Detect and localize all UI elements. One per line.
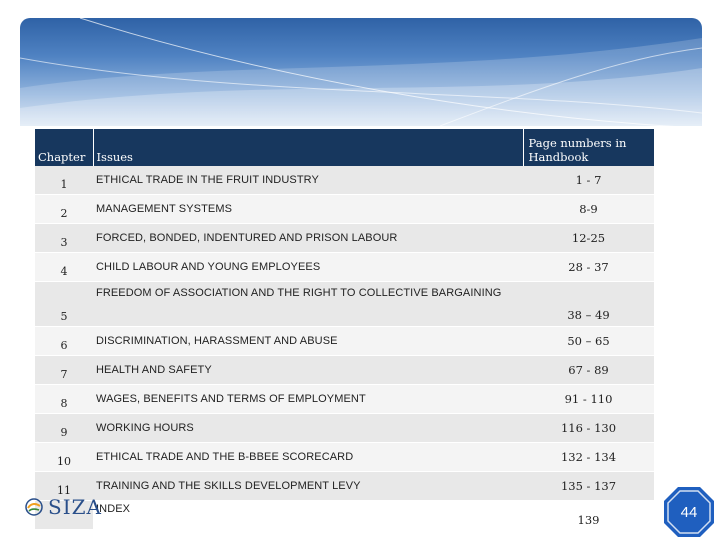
- logo-wordmark: SIZA: [48, 495, 102, 519]
- table-row: [35, 414, 654, 443]
- chapter-cell: 11: [35, 472, 93, 501]
- table-row: [35, 356, 654, 385]
- issue-cell: TRAINING AND THE SKILLS DEVELOPMENT LEVY: [93, 472, 523, 501]
- pages-cell: 1 - 7: [523, 166, 654, 195]
- table-row: [35, 282, 654, 327]
- chapter-cell: 10: [35, 443, 93, 472]
- chapter-cell: 7: [35, 356, 93, 385]
- chapter-cell: 2: [35, 195, 93, 224]
- pages-cell: 8-9: [523, 195, 654, 224]
- pages-cell: 12-25: [523, 224, 654, 253]
- table-row: [35, 195, 654, 224]
- chapter-cell: 9: [35, 414, 93, 443]
- table-row: [35, 385, 654, 414]
- page-number: 44: [680, 503, 698, 521]
- chapter-cell: 5: [35, 282, 93, 327]
- siza-emblem-icon: [24, 497, 44, 517]
- issue-cell: MANAGEMENT SYSTEMS: [93, 195, 523, 224]
- page-number-badge: [663, 486, 715, 538]
- pages-cell: 132 - 134: [523, 443, 654, 472]
- table-row: [35, 253, 654, 282]
- issue-cell: WORKING HOURS: [93, 414, 523, 443]
- pages-cell: 139: [523, 501, 654, 530]
- column-header-pages: Page numbers in Handbook: [523, 129, 654, 166]
- chapter-cell: 6: [35, 327, 93, 356]
- table-header-row: [35, 129, 654, 166]
- pages-cell: 28 - 37: [523, 253, 654, 282]
- pages-cell: 50 – 65: [523, 327, 654, 356]
- table-row-index: [35, 501, 654, 530]
- pages-cell: 116 - 130: [523, 414, 654, 443]
- header-banner: [20, 18, 702, 126]
- chapter-cell: 3: [35, 224, 93, 253]
- table-row: [35, 166, 654, 195]
- pages-cell: 135 - 137: [523, 472, 654, 501]
- pages-cell: 91 - 110: [523, 385, 654, 414]
- chapter-cell: 4: [35, 253, 93, 282]
- banner-swoosh-graphic: [20, 18, 702, 126]
- issue-cell: ETHICAL TRADE AND THE B-BBEE SCORECARD: [93, 443, 523, 472]
- table-row: [35, 224, 654, 253]
- table-row: [35, 327, 654, 356]
- issue-cell: ETHICAL TRADE IN THE FRUIT INDUSTRY: [93, 166, 523, 195]
- issue-cell: WAGES, BENEFITS AND TERMS OF EMPLOYMENT: [93, 385, 523, 414]
- issue-cell: INDEX: [93, 501, 523, 530]
- column-header-issues: Issues: [93, 129, 523, 166]
- issue-cell: CHILD LABOUR AND YOUNG EMPLOYEES: [93, 253, 523, 282]
- issue-cell: HEALTH AND SAFETY: [93, 356, 523, 385]
- contents-table: [35, 129, 654, 530]
- table-row: [35, 472, 654, 501]
- pages-cell: 67 - 89: [523, 356, 654, 385]
- pages-cell: 38 – 49: [523, 282, 654, 327]
- siza-logo: [24, 494, 114, 520]
- column-header-chapter: Chapter: [35, 129, 93, 166]
- issue-cell: FREEDOM OF ASSOCIATION AND THE RIGHT TO COLLECTIVE BARGAINING: [93, 282, 523, 327]
- chapter-cell: 8: [35, 385, 93, 414]
- table-row: [35, 443, 654, 472]
- issue-cell: DISCRIMINATION, HARASSMENT AND ABUSE: [93, 327, 523, 356]
- issue-cell: FORCED, BONDED, INDENTURED AND PRISON LABOUR: [93, 224, 523, 253]
- chapter-cell: 1: [35, 166, 93, 195]
